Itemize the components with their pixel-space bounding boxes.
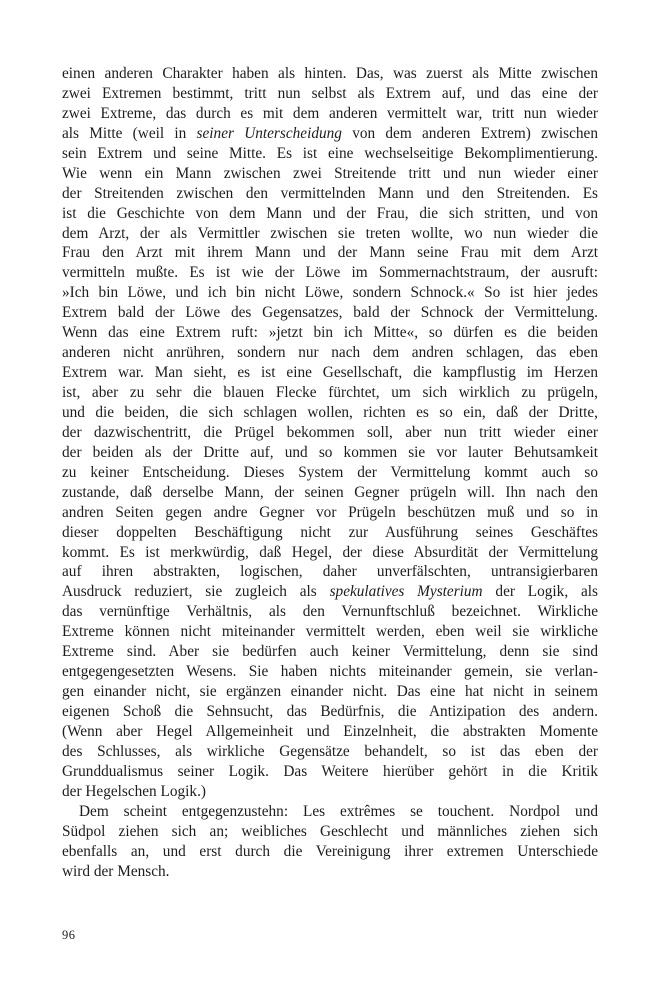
text-segment: der beiden als der Dritte auf, und so kommen sie vor lauter Behutsamkeit <box>62 443 598 461</box>
text-line <box>62 762 598 782</box>
text-line <box>62 383 598 403</box>
text-line <box>62 722 598 742</box>
text-segment: zustande, daß derselbe Mann, der seinen Gegner prügeln will. Ihn nach den <box>62 483 598 501</box>
text-line <box>62 463 598 483</box>
italic-text-segment: spekulatives Mysterium <box>329 583 483 601</box>
text-segment: Südpol ziehen sich an; weibliches Geschlecht und männliches ziehen sich <box>62 822 598 840</box>
text-line <box>62 104 598 124</box>
text-line <box>62 842 598 862</box>
text-segment: ebenfalls an, und erst durch die Vereinigung ihrer extremen Unterschiede <box>62 842 598 860</box>
text-segment: und die beiden, die sich schlagen wollen, richten es so ein, daß der Dritte, <box>62 403 598 421</box>
text-line <box>62 562 598 582</box>
text-line <box>62 483 598 503</box>
text-segment: entgegengesetzten Wesens. Sie haben nichts miteinander gemein, sie verlan- <box>62 663 598 681</box>
text-segment: (Wenn aber Hegel Allgemeinheit und Einzelnheit, die abstrakten Momente <box>62 722 598 740</box>
text-segment: sein Extrem und seine Mitte. Es ist eine wechselseitige Bekomplimentierung. <box>62 144 598 162</box>
text-segment: »Ich bin Löwe, und ich bin nicht Löwe, sondern Schnock.« So ist hier jedes <box>62 284 598 302</box>
text-segment: andren Seiten gegen andre Gegner vor Prügeln beschützen muß und so in <box>62 503 598 521</box>
text-segment: Extreme können nicht miteinander vermittelt werden, eben weil sie wirkliche <box>62 623 598 641</box>
text-segment: Wenn das eine Extrem ruft: »jetzt bin ich Mitte«, so dürfen es die beiden <box>62 324 598 342</box>
text-segment: des Schlusses, als wirkliche Gegensätze behandelt, so ist das eben der <box>62 742 598 760</box>
text-segment: zwei Extreme, das durch es mit dem anderen vermittelt war, tritt nun wieder <box>62 104 598 122</box>
text-line <box>62 503 598 523</box>
text-line <box>62 622 598 642</box>
text-segment: dieser doppelten Beschäftigung nicht zur Ausführung seines Geschäftes <box>62 523 598 541</box>
text-line <box>62 582 598 602</box>
text-segment: Extrem bald der Löwe des Gegensatzes, bald der Schnock der Vermittelung. <box>62 304 598 322</box>
text-line <box>62 204 598 224</box>
text-segment: der dazwischentritt, die Prügel bekommen soll, aber nun tritt wieder einer <box>62 423 598 441</box>
text-segment: der Streitenden zwischen den vermittelnden Mann und den Streitenden. Es <box>62 184 598 202</box>
text-line <box>62 403 598 423</box>
text-line <box>62 523 598 543</box>
text-segment: gen einander nicht, sie ergänzen einander nicht. Das eine hat nicht in seinem <box>62 683 598 701</box>
text-segment: auf ihren abstrakten, logischen, daher unverfälschten, untransigierbaren <box>62 563 598 581</box>
text-segment: anderen nicht anrühren, sondern nur nach dem andren schlagen, das eben <box>62 344 598 362</box>
text-segment: Grunddualismus seiner Logik. Das Weitere hierüber gehört in die Kritik <box>62 762 598 780</box>
text-line <box>62 423 598 443</box>
text-segment: eigenen Schoß die Sehnsucht, das Bedürfnis, die Antizipation des andern. <box>62 703 598 720</box>
text-segment: einen anderen Charakter haben als hinten. Das, was zuerst als Mitte zwischen <box>62 65 598 82</box>
text-line <box>62 303 598 323</box>
text-line <box>62 124 598 144</box>
text-segment: als Mitte (weil in <box>62 124 197 142</box>
text-line <box>62 164 598 184</box>
page-number: 96 <box>62 928 76 942</box>
text-line <box>62 243 598 263</box>
text-segment: ist die Geschichte von dem Mann und der Frau, die sich stritten, und von <box>62 204 598 222</box>
text-line <box>62 702 598 722</box>
text-segment: kommt. Es ist merkwürdig, daß Hegel, der diese Absurdität der Vermittelung <box>62 543 598 561</box>
text-line <box>62 443 598 463</box>
text-line <box>62 283 598 303</box>
text-segment: ist, aber zu sehr die blauen Flecke fürchtet, um sich wirklich zu prügeln, <box>62 384 598 401</box>
text-line <box>62 144 598 164</box>
text-line <box>62 343 598 363</box>
text-segment: vermitteln mußte. Es ist wie der Löwe im Sommernachtstraum, der ausruft: <box>62 264 598 282</box>
text-segment: zu keiner Entscheidung. Dieses System der Vermittelung kommt auch so <box>62 463 598 481</box>
text-segment: Ausdruck reduziert, sie zugleich als <box>62 583 330 601</box>
text-segment: Extrem war. Man sieht, es ist eine Gesellschaft, die kampflustig im Herzen <box>62 364 598 382</box>
text-line <box>62 682 598 702</box>
text-segment: Extreme sind. Aber sie bedürfen auch keiner Vermittelung, denn sie sind <box>62 643 598 661</box>
text-segment: der Logik, als <box>482 583 598 601</box>
text-segment: wird der Mensch. <box>62 862 170 880</box>
text-segment: Frau den Arzt mit ihrem Mann und der Mann seine Frau mit dem Arzt <box>62 244 598 262</box>
text-line <box>62 782 598 802</box>
text-line <box>62 323 598 343</box>
text-segment: der Hegelschen Logik.) <box>62 782 206 800</box>
text-segment: zwei Extremen bestimmt, tritt nun selbst als Extrem auf, und das eine der <box>62 84 598 102</box>
text-line <box>62 742 598 762</box>
italic-text-segment: seiner Unterscheidung <box>196 124 342 142</box>
text-line <box>62 822 598 842</box>
text-line <box>62 662 598 682</box>
text-line <box>62 84 598 104</box>
text-line <box>62 64 598 84</box>
text-line <box>62 363 598 383</box>
page-text <box>62 64 598 881</box>
text-line <box>62 224 598 244</box>
text-segment: Wie wenn ein Mann zwischen zwei Streitende tritt und nun wieder einer <box>62 164 598 182</box>
text-line <box>62 642 598 662</box>
text-line <box>62 263 598 283</box>
text-line <box>62 543 598 563</box>
text-line <box>62 184 598 204</box>
text-segment: von dem anderen Extrem) zwischen <box>341 124 598 142</box>
text-segment: Dem scheint entgegenzustehn: Les extrêmes se touchent. Nordpol und <box>79 802 598 820</box>
text-line <box>62 602 598 622</box>
text-line <box>62 802 598 822</box>
text-segment: das vernünftige Verhältnis, als den Vernunftschluß bezeichnet. Wirkliche <box>62 603 598 621</box>
text-line <box>62 862 598 882</box>
text-segment: dem Arzt, der als Vermittler zwischen sie treten wollte, wo nun wieder die <box>62 224 598 242</box>
